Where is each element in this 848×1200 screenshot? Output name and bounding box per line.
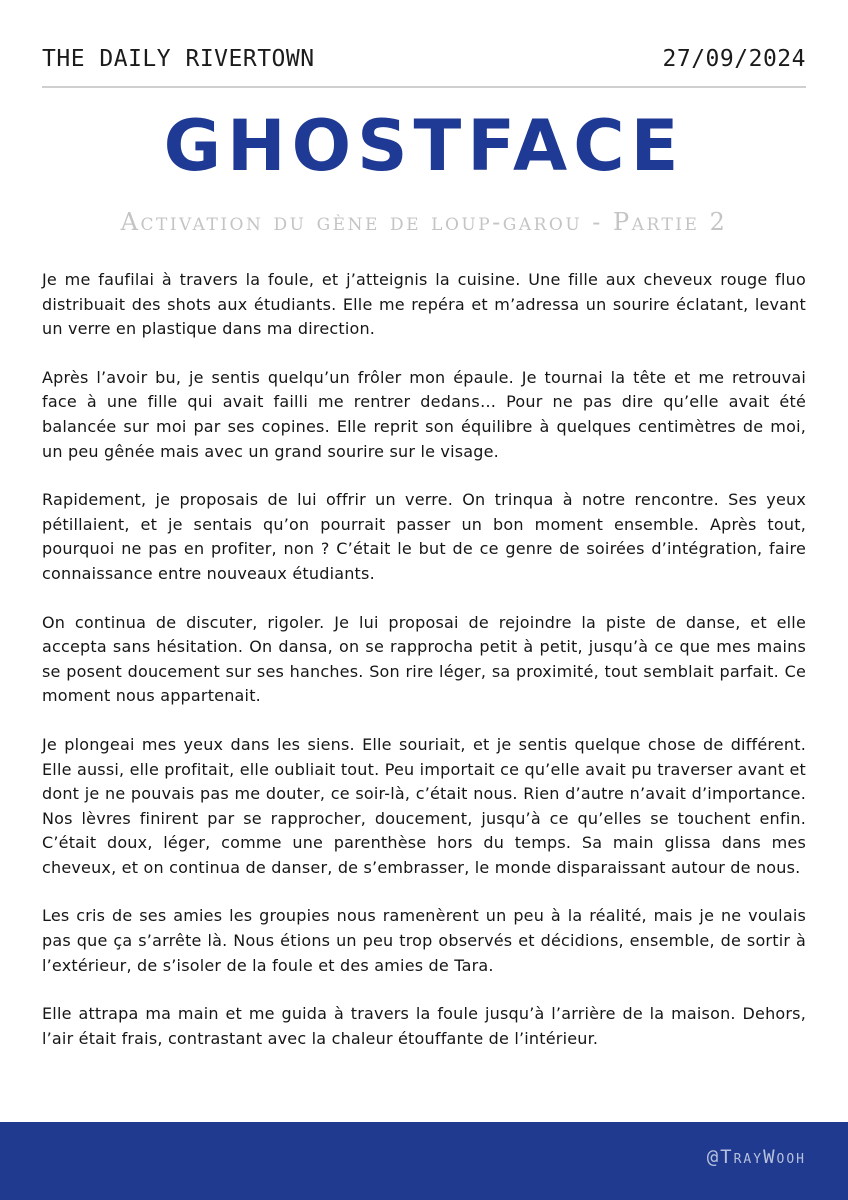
- page-subtitle: Activation du gène de loup-garou - Partie 2: [120, 208, 728, 236]
- issue-date: 27/09/2024: [662, 46, 806, 72]
- paragraph: On continua de discuter, rigoler. Je lui proposai de rejoindre la piste de danse, et elle accepta sans hésitation. On dansa, on se rapprocha petit à petit, jusqu’à ce que mes mains se posent doucement sur ses hanches. Son rire léger, sa proximité, tout semblait parfait. Ce moment nous appartenait.: [42, 612, 806, 706]
- author-handle: @TrayWooh: [706, 1146, 806, 1168]
- paragraph: Après l’avoir bu, je sentis quelqu’un frôler mon épaule. Je tournai la tête et me retrouvai face à une fille qui avait failli me rentrer dedans… Pour ne pas dire qu’elle avait été balancée sur moi par ses copines. Elle reprit son équilibre à quelques centimètres de moi, un peu gênée mais avec un grand sourire sur le visage.: [42, 367, 806, 461]
- paragraph: Rapidement, je proposais de lui offrir un verre. On trinqua à notre rencontre. Ses yeux pétillaient, et je sentais qu’on pourrait passer un bon moment ensemble. Après tout, pourquoi ne pas en profiter, non ? C’était le but de ce genre de soirées d’intégration, faire connaissance entre nouveaux étudiants.: [42, 490, 806, 583]
- paragraph: Les cris de ses amies les groupies nous ramenèrent un peu à la réalité, mais je ne voulais pas que ça s’arrête là. Nous étions un peu trop observés et décidions, ensemble, de sortir à l’extérieur, de s’isoler de la foule et des amies de Tara.: [42, 906, 806, 975]
- masthead: [42, 46, 806, 78]
- article-body: [42, 268, 806, 1075]
- paragraph: Je me faufilai à travers la foule, et j’atteignis la cuisine. Une fille aux cheveux rouge fluo distribuait des shots aux étudiants. Elle me repéra et m’adressa un sourire éclatant, levant un verre en plastique dans ma direction.: [42, 270, 806, 339]
- footer-bar: [0, 1122, 848, 1200]
- page-title: GHOSTFACE: [163, 105, 685, 187]
- paragraph: Je plongeai mes yeux dans les siens. Elle souriait, et je sentis quelque chose de différent. Elle aussi, elle profitait, elle oubliait tout. Peu importait ce qu’elle avait pu traverser avant et dont je ne pouvais pas me douter, ce soir-là, c’était nous. Rien d’autre n’avait d’importance. Nos lèvres finirent par se rapprocher, doucement, jusqu’à ce qu’elles se touchent enfin. C’était doux, léger, comme une parenthèse hors du temps. Sa main glissa dans mes cheveux, et on continua de danser, de s’embrasser, le monde disparaissant autour de nous.: [42, 734, 806, 877]
- header-divider: [42, 86, 806, 88]
- publication-name: THE DAILY RIVERTOWN: [42, 46, 315, 72]
- paragraph: Elle attrapa ma main et me guida à travers la foule jusqu’à l’arrière de la maison. Dehors, l’air était frais, contrastant avec la chaleur étouffante de l’intérieur.: [42, 1004, 806, 1048]
